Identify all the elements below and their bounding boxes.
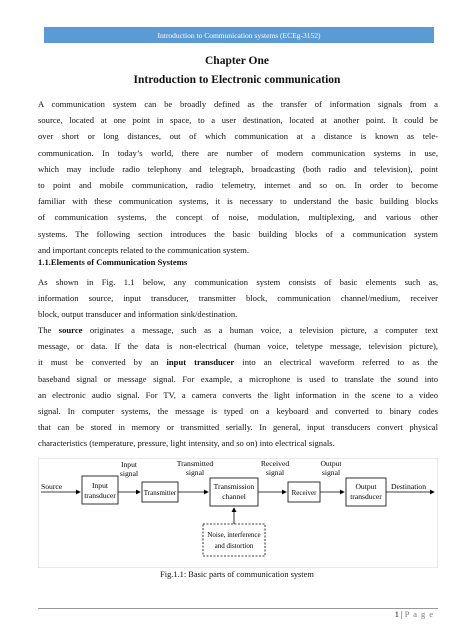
header-title: Introduction to Communication systems (ECEg-3152) <box>157 30 321 40</box>
text-span: into an electrical waveform referred to as the <box>234 357 438 368</box>
chapter-title: Introduction to Electronic communication <box>133 74 341 86</box>
text-line: source, located at one point in space, to a user destination, located at another point. It could be <box>38 115 438 126</box>
text-line: and important concepts related to the communication system. <box>38 244 249 255</box>
term-source: source <box>58 325 83 335</box>
label-noise-1: Noise, interference <box>207 531 261 539</box>
footer-divider <box>38 608 438 609</box>
label-output-transducer-1: Output <box>355 482 377 491</box>
term-input-transducer: input transducer <box>166 357 235 368</box>
text-line: signal. In computer systems, the message is typed on a keyboard and converted to binary codes <box>38 406 438 417</box>
label-received-signal-1: Received <box>260 459 290 468</box>
document-header <box>44 27 434 43</box>
label-input-transducer-2: transducer <box>84 491 116 500</box>
page-number-value: 1 <box>394 610 399 619</box>
page-label: P a g e <box>404 610 434 619</box>
section-heading: 1.1.Elements of Communication Systems <box>38 257 188 267</box>
label-destination: Destination <box>391 482 427 491</box>
text-span: The <box>38 325 59 335</box>
label-input-signal-2: signal <box>119 469 139 478</box>
label-noise-2: and distortion <box>214 542 254 550</box>
label-transmitted-signal-1: Transmitted <box>176 459 214 468</box>
text-line: baseband signal or message signal. For example, a microphone is used to translate the sound into <box>38 373 438 384</box>
chapter-number: Chapter One <box>205 55 269 67</box>
text-line: systems. The following section introduces the basic building blocks of a communication system <box>38 228 438 239</box>
text-span: originates a message, such as a human voice, a television picture, a computer text <box>82 325 438 335</box>
text-line: that can be stored in memory or transmitted serially. In general, input transducers convert physical <box>38 422 438 433</box>
label-channel-2: channel <box>222 492 246 501</box>
page-number <box>395 610 434 619</box>
text-line: communication. In today’s world, there are number of modern communication systems in use, <box>38 147 438 158</box>
text-line: As shown in Fig. 1.1 below, any communication system consists of basic elements such as, <box>38 277 438 287</box>
text-line: block, output transducer and information sink/destination. <box>38 309 238 320</box>
text-span: it must be converted by an <box>38 357 167 368</box>
label-output-signal-2: signal <box>321 468 341 477</box>
text-line: message, or data. If the data is non-electrical (human voice, teletype message, television picture), <box>38 341 438 352</box>
figure-caption: Fig.1.1: Basic parts of communication system <box>160 570 314 579</box>
label-input-signal-1: Input <box>120 460 138 469</box>
text-line: A communication system can be broadly defined as the transfer of information signals from a <box>38 99 438 109</box>
label-output-transducer-2: transducer <box>350 492 382 501</box>
diagram-frame <box>38 458 438 568</box>
text-line: of communication systems, the concept of noise, modulation, multiplexing, and various other <box>38 212 438 223</box>
text-line <box>38 354 438 370</box>
intro-paragraph <box>38 96 438 258</box>
page-separator: | <box>398 610 405 619</box>
label-receiver: Receiver <box>291 489 317 497</box>
text-line: familiar with these communication systems, it is necessary to understand the basic building blocks <box>38 196 438 207</box>
label-input-transducer-1: Input <box>91 481 109 490</box>
text-line <box>38 322 438 338</box>
text-line: an electronic audio signal. For TV, a camera converts the light information in the scene to a video <box>38 389 438 400</box>
label-transmitter: Transmitter <box>143 489 177 497</box>
text-line: information source, input transducer, transmitter block, communication channel/medium, receiver <box>38 293 438 304</box>
text-line: which may include radio telephony and telegraph, broadcasting (both radio and television), point <box>38 163 438 174</box>
label-output-signal-1: Output <box>320 459 342 468</box>
label-source: Source <box>41 482 63 491</box>
text-line: to point and mobile communication, radio telemetry, internet and so on. In order to become <box>38 180 438 191</box>
elements-paragraph <box>38 274 438 323</box>
text-line: characteristics (temperature, pressure, light intensity, and so on) into electrical signals. <box>38 438 335 449</box>
source-paragraph <box>38 322 438 452</box>
label-channel-1: Transmission <box>213 482 255 491</box>
label-received-signal-2: signal <box>265 468 285 477</box>
text-line: over short or long distances, out of which communication at a distance is known as tele- <box>38 131 438 142</box>
communication-block-diagram <box>38 458 438 568</box>
label-transmitted-signal-2: signal <box>185 468 205 477</box>
